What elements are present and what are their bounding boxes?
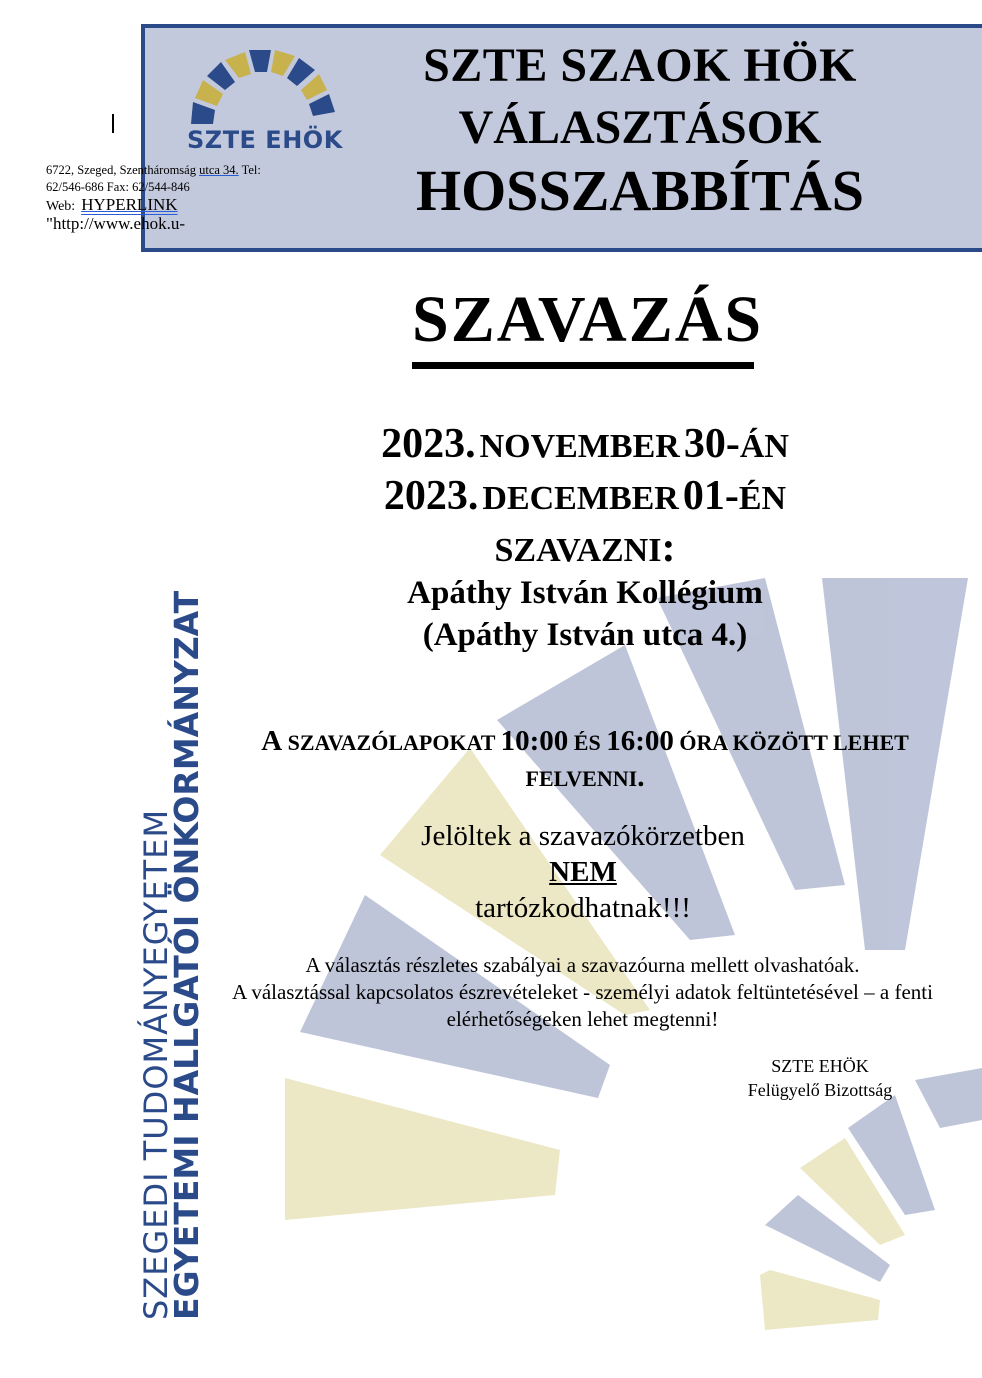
hyperlink[interactable]: HYPERLINK xyxy=(81,195,178,214)
text-cursor xyxy=(112,114,114,133)
university-name: SZEGEDI TUDOMÁNYEGYETEM xyxy=(137,808,175,1320)
student-union-name: EGYETEMI HALLGATÓI ÖNKORMÁNYZAT xyxy=(167,590,206,1320)
place-name: Apáthy István Kollégium xyxy=(407,575,763,611)
web-label: Web: xyxy=(46,199,76,214)
title-line-1: SZTE SZAOK HÖK xyxy=(423,39,857,92)
ray-yellow xyxy=(760,1270,880,1330)
warning-emphasis: NEM xyxy=(549,856,617,888)
web-url[interactable]: "http://www.ehok.u- xyxy=(46,214,185,233)
candidate-warning: Jelöltek a szavazókörzetben NEM tartózkodhatnak!!! xyxy=(350,818,816,926)
main-heading: SZAVAZÁS xyxy=(412,283,764,356)
signature: SZTE EHÖK Felügyelő Bizottság xyxy=(747,1056,893,1100)
heading-underline xyxy=(412,362,754,369)
date-line-2: 2023. DECEMBER 01-ÉN xyxy=(383,473,787,519)
contact-info xyxy=(46,162,306,232)
date-line-1: 2023. NOVEMBER 30-ÁN xyxy=(381,421,789,467)
rules-notice: A választás részletes szabályai a szavazóurna mellett olvashatóak. A választással kapcsolatos észrevételeket - személyi adatok feltüntetésével – a fenti elérhetőségeken lehet megtenni! xyxy=(232,953,933,1031)
polling-place xyxy=(330,572,840,656)
title-line-3: HOSSZABBÍTÁS xyxy=(415,158,865,223)
address-line: 6722, Szeged, Szentháromság utca 34. Tel: xyxy=(46,163,261,177)
logo-text: SZTE EHÖK xyxy=(187,126,343,154)
web-line xyxy=(46,196,306,215)
ray-yellow xyxy=(285,1078,560,1220)
place-address: (Apáthy István utca 4.) xyxy=(422,617,748,653)
ray-blue xyxy=(915,1068,982,1128)
page-title xyxy=(400,39,880,223)
vote-label: SZAVAZNI: xyxy=(494,525,676,571)
street-link[interactable]: utca 34. xyxy=(199,163,239,177)
phone-fax-line: 62/546-686 Fax: 62/544-846 xyxy=(46,180,190,194)
opening-hours: A SZAVAZÓLAPOKAT 10:00 ÉS 16:00 ÓRA KÖZÖTT LEHET FELVENNI. xyxy=(261,725,909,793)
title-line-2: VÁLASZTÁSOK xyxy=(458,101,822,154)
